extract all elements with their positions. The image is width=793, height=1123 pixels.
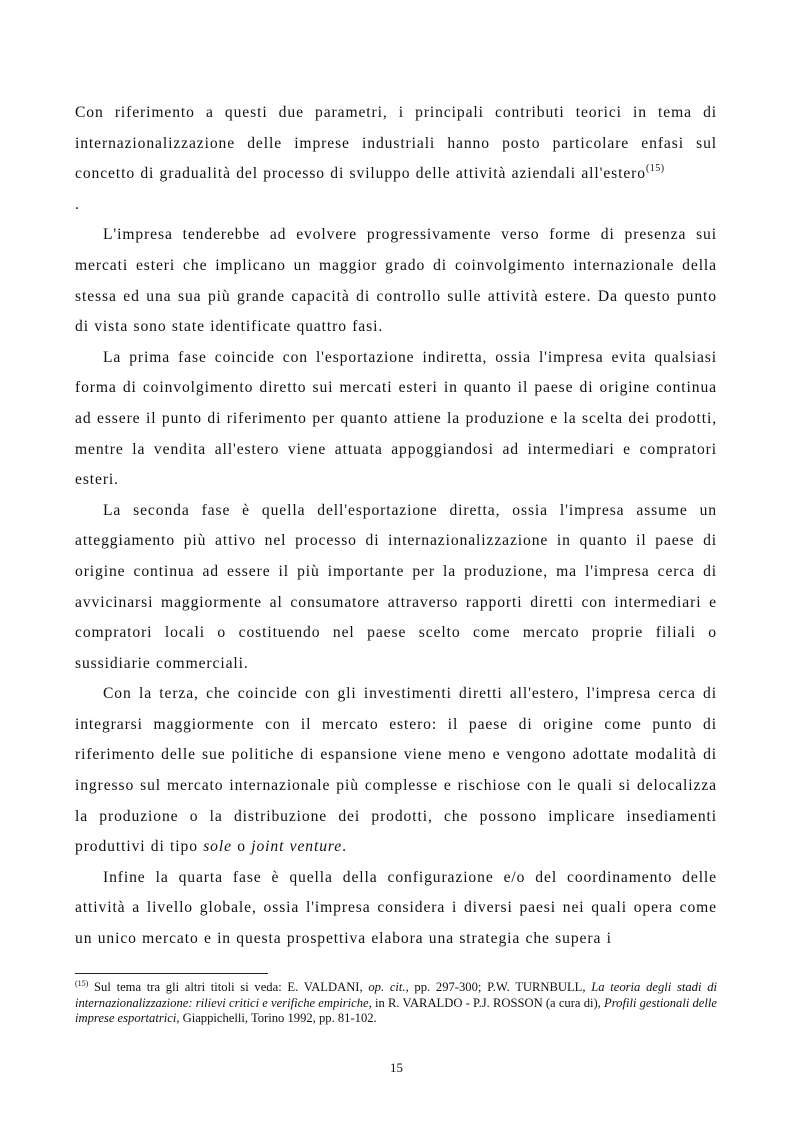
- footnote-15: [75, 980, 717, 1027]
- paragraph-2: L'impresa tenderebbe ad evolvere progressivamente verso forme di presenza sui mercati esteri che implicano un maggior grado di coinvolgimento internazionale della stessa ed una sua più grande capacità di controllo sulle attività estere. Da questo punto di vista sono state identificate quattro fasi.: [75, 226, 717, 336]
- italic-term-joint-venture: joint venture: [251, 838, 343, 856]
- paragraph-4: La seconda fase è quella dell'esportazione diretta, ossia l'impresa assume un atteggiamento più attivo nel processo di internazionalizzazione in quanto il paese di origine continua ad essere il più importante per la produzione, ma l'impresa cerca di avvicinarsi maggiormente al consumatore attraverso rapporti diretti con intermediari e compratori locali o costituendo nel paese scelto come mercato proprie filiali o sussidiarie commerciali.: [75, 501, 717, 672]
- paragraph-5-text: Con la terza, che coincide con gli investimenti diretti all'estero, l'impresa cerca di integrarsi maggiormente con il mercato estero: il paese di origine come punto di riferimento delle sue politiche di espansione viene meno e vengono adottate modalità di ingresso sul mercato internazionale più complesse e rischiose con le quali si delocalizza la produzione o la distribuzione dei prodotti, che possono implicare insediamenti produttivi di tipo: [75, 685, 717, 856]
- paragraph-6: Infine la quarta fase è quella della configurazione e/o del coordinamento delle attività a livello globale, ossia l'impresa considera i diversi paesi nei quali opera come un unico mercato e in questa prospettiva elabora una strategia che supera i: [75, 868, 717, 948]
- footnote-text-4: , Giappichelli, Torino 1992, pp. 81-102.: [176, 1011, 377, 1026]
- footnote-reference[interactable]: (15): [645, 163, 665, 175]
- footnote-italic-1: op. cit.: [368, 980, 406, 994]
- footnote-divider: [75, 973, 268, 974]
- italic-term-sole: sole: [203, 838, 232, 856]
- paragraph-5-end: .: [342, 838, 347, 856]
- paragraph-5: [75, 679, 717, 863]
- footnote-text-1: Sul tema tra gli altri titoli si veda: E. VALDANI,: [88, 980, 369, 994]
- paragraph-5-conjunction: o: [231, 838, 252, 856]
- footnote-text-3: , in R. VARALDO - P.J. ROSSON (a cura di),: [368, 995, 605, 1010]
- paragraph-1-tail: .: [75, 195, 80, 213]
- footnote-italic-3: Profili gestionali delle imprese esportatrici: [75, 995, 717, 1026]
- footnote-italic-2: La teoria degli stadi di internazionalizzazione: rilievi critici e verifiche empiriche: [75, 980, 717, 1010]
- paragraph-3: La prima fase coincide con l'esportazione indiretta, ossia l'impresa evita qualsiasi forma di coinvolgimento diretto sui mercati esteri in quanto il paese di origine continua ad essere il punto di riferimento per quanto attiene la produzione e la scelta dei prodotti, mentre la vendita all'estero viene attuata appoggiandosi ad intermediari e compratori esteri.: [75, 348, 717, 489]
- footnote-marker: (15): [75, 979, 89, 988]
- paragraph-1-text: Con riferimento a questi due parametri, i principali contributi teorici in tema di internazionalizzazione delle imprese industriali hanno posto particolare enfasi sul concetto di gradualità del processo di sviluppo delle attività aziendali all'estero: [75, 104, 717, 183]
- paragraph-1: [75, 98, 717, 220]
- page-number: 15: [390, 1060, 403, 1075]
- footnote-text-2: , pp. 297-300; P.W. TURNBULL,: [405, 980, 592, 994]
- body-text: [75, 98, 717, 955]
